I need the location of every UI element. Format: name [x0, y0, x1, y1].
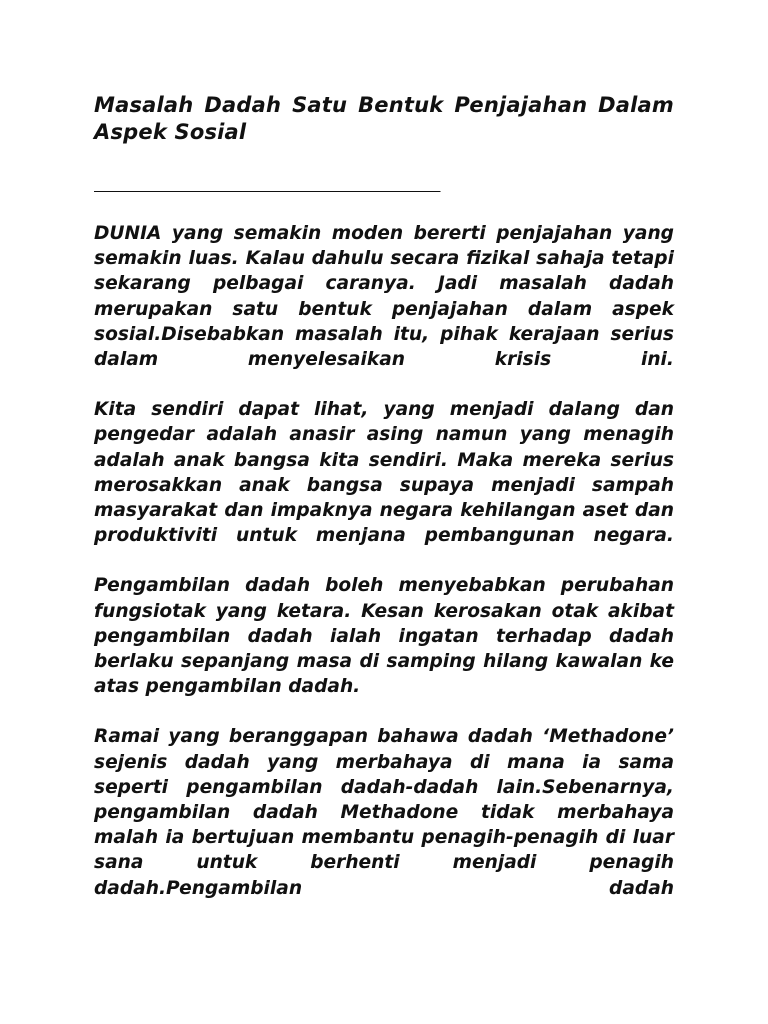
document-title: Masalah Dadah Satu Bentuk Penjajahan Dalam Aspek Sosial	[94, 93, 674, 144]
paragraph-3: Pengambilan dadah boleh menyebabkan perubahan fungsiotak yang ketara. Kesan kerosakan otak akibat pengambilan dadah ialah ingatan terhadap dadah berlaku sepanjang masa di samping hilang kawalan ke atas pengambilan dadah.	[94, 575, 674, 698]
paragraph-2: Kita sendiri dapat lihat, yang menjadi dalang dan pengedar adalah anasir asing namun yang menagih adalah anak bangsa kita sendiri. Maka mereka serius merosakkan anak bangsa supaya menjadi sampah masyarakat dan impaknya negara kehilangan aset dan produktiviti untuk menjana pembangunan negara.	[94, 399, 674, 547]
paragraph-4: Ramai yang beranggapan bahawa dadah ‘Methadone’ sejenis dadah yang merbahaya di mana ia sama seperti pengambilan dadah-dadah lain.Sebenarnya, pengambilan dadah Methadone tidak merbahaya malah ia bertujuan membantu penagih-penagih di luar sana untuk berhenti menjadi penagih dadah.Pengambilan dadah	[94, 726, 674, 899]
document-body	[94, 92, 674, 901]
paragraph-1: DUNIA yang semakin moden bererti penjajahan yang semakin luas. Kalau dahulu secara fizikal sahaja tetapi sekarang pelbagai caranya. Jadi masalah dadah merupakan satu bentuk penjajahan dalam aspek sosial.Disebabkan masalah itu, pihak kerajaan serius dalam menyelesaikan krisis ini.	[94, 223, 674, 371]
title-separator: _________________________________	[94, 170, 441, 192]
